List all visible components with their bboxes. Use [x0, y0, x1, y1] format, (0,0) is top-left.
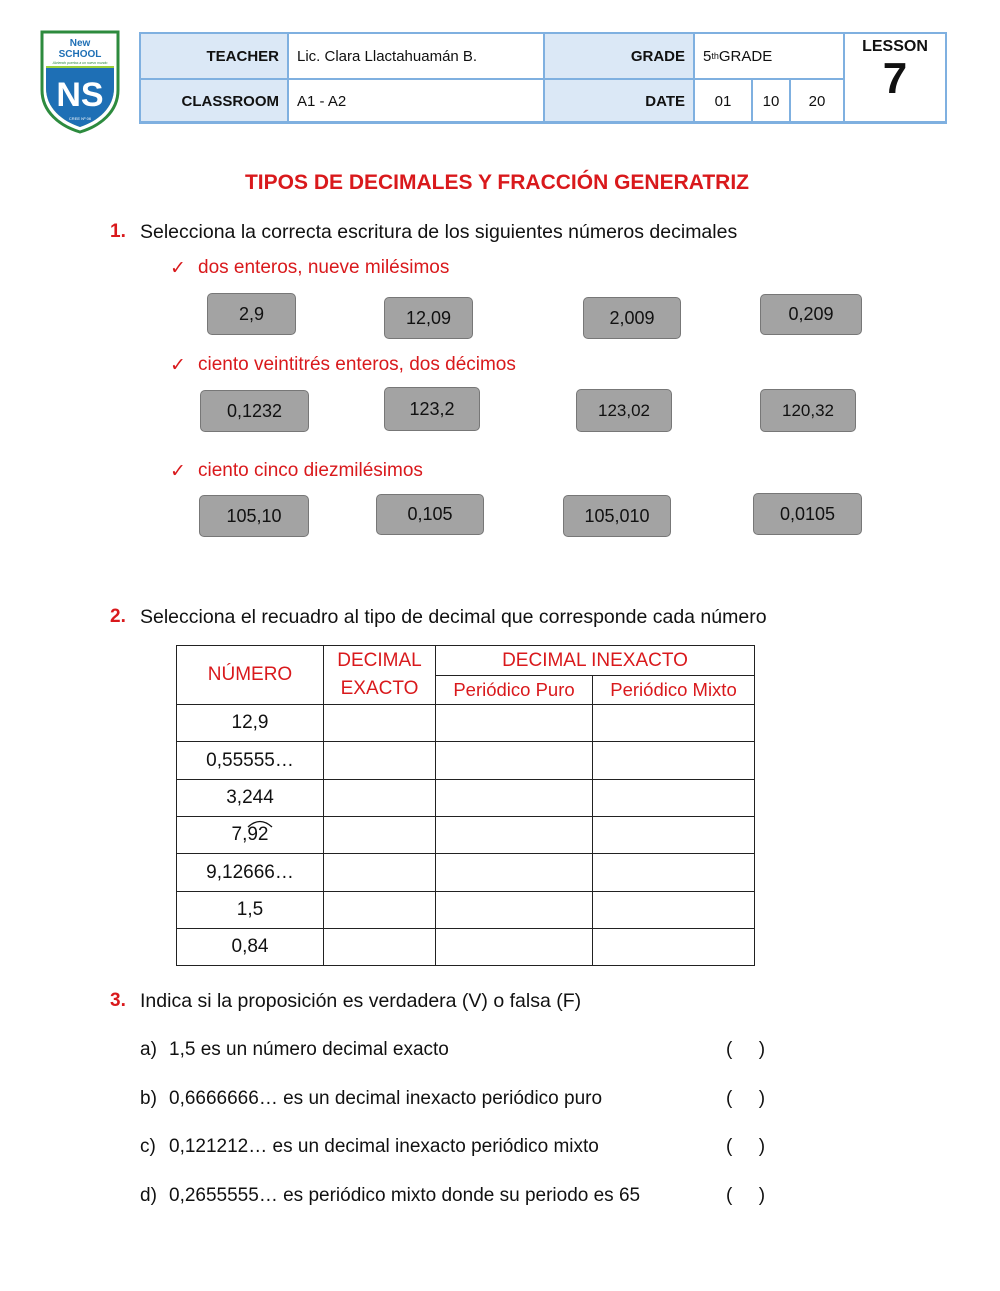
header-periodico-puro: Periódico Puro	[453, 679, 575, 700]
logo-tagline: Abriendo puertas a un nuevo mundo	[52, 61, 108, 65]
q1-item1-option-1[interactable]: 2,9	[207, 293, 296, 335]
answer-cell[interactable]	[324, 854, 435, 891]
logo-brand-line2: SCHOOL	[58, 49, 102, 60]
answer-cell[interactable]	[324, 780, 435, 816]
q1-item1-option-2[interactable]: 12,09	[384, 297, 473, 339]
answer-cell[interactable]	[593, 742, 754, 779]
header-numero: NÚMERO	[207, 664, 293, 685]
decimal-type-table	[176, 645, 755, 966]
check-icon: ✓	[170, 258, 186, 279]
answer-cell[interactable]	[436, 742, 592, 779]
grade-label: GRADE	[545, 34, 693, 78]
row-number-7: 0,84	[231, 936, 269, 957]
q1-text: Selecciona la correcta escritura de los siguientes números decimales	[140, 221, 738, 243]
q3-item-a-letter: a)	[140, 1039, 157, 1060]
grade-superscript: th	[711, 51, 719, 61]
answer-cell[interactable]	[436, 892, 592, 928]
q3-item-b-answer[interactable]: ( )	[726, 1088, 766, 1109]
lesson-number: 7	[882, 54, 908, 103]
date-label: DATE	[545, 80, 693, 122]
q3-item-c-answer[interactable]: ( )	[726, 1136, 766, 1157]
answer-cell[interactable]	[593, 817, 754, 853]
check-icon: ✓	[170, 461, 186, 482]
row-number-6: 1,5	[236, 899, 264, 920]
logo-brand-line1: New	[69, 38, 91, 49]
lesson-label: LESSON	[862, 38, 928, 55]
row-number-2: 0,55555…	[206, 749, 294, 771]
header-decimal-inexacto: DECIMAL INEXACTO	[502, 649, 688, 671]
q3-number: 3.	[110, 990, 126, 1011]
q3-item-d-text: 0,2655555… es periódico mixto donde su periodo es 65	[169, 1185, 641, 1206]
q3-item-b-letter: b)	[140, 1088, 157, 1109]
q3-item-d-answer[interactable]: ( )	[726, 1185, 766, 1206]
date-year: 20	[791, 80, 843, 122]
answer-cell[interactable]	[436, 780, 592, 816]
answer-cell[interactable]	[436, 705, 592, 741]
row-number-1: 12,9	[231, 712, 269, 733]
row-number-4	[177, 817, 323, 853]
header-periodico-mixto: Periódico Mixto	[610, 679, 737, 700]
row-number-3: 3,244	[226, 787, 274, 808]
header-decimal-exacto	[324, 646, 435, 704]
q1-item3-option-3[interactable]: 105,010	[563, 495, 671, 537]
q1-item1-option-3[interactable]: 2,009	[583, 297, 681, 339]
logo-monogram: NS	[56, 76, 104, 114]
q2-number: 2.	[110, 606, 126, 627]
answer-cell[interactable]	[324, 742, 435, 779]
header-table	[139, 32, 947, 124]
answer-cell[interactable]	[593, 854, 754, 891]
grade-word: GRADE	[718, 47, 773, 65]
answer-cell[interactable]	[324, 817, 435, 853]
q1-item3-option-2[interactable]: 0,105	[376, 494, 484, 535]
q1-item2-option-4[interactable]: 120,32	[760, 389, 856, 432]
date-month: 10	[753, 80, 789, 122]
classroom-label: CLASSROOM	[141, 80, 287, 122]
header-exacto-line2: EXACTO	[340, 678, 419, 699]
school-logo	[38, 28, 122, 134]
q3-item-d-letter: d)	[140, 1185, 157, 1206]
date-day: 01	[695, 80, 751, 122]
row-number-4-value: 7,92	[231, 824, 269, 845]
lesson-box	[845, 34, 945, 122]
q1-item2-option-2[interactable]: 123,2	[384, 387, 480, 431]
q1-item1-prompt: dos enteros, nueve milésimos	[198, 257, 450, 278]
q1-number: 1.	[110, 221, 126, 242]
q1-item2-prompt: ciento veintitrés enteros, dos décimos	[198, 354, 516, 375]
q1-item3-prompt: ciento cinco diezmilésimos	[198, 460, 423, 481]
teacher-label: TEACHER	[141, 34, 287, 78]
q1-item3-option-1[interactable]: 105,10	[199, 495, 309, 537]
answer-cell[interactable]	[593, 929, 754, 965]
q3-item-a-answer[interactable]: ( )	[726, 1039, 766, 1060]
q3-item-c-text: 0,121212… es un decimal inexacto periódico mixto	[169, 1136, 599, 1157]
grade-value	[695, 34, 843, 78]
q3-text: Indica si la proposición es verdadera (V) o falsa (F)	[140, 990, 582, 1012]
answer-cell[interactable]	[593, 705, 754, 741]
answer-cell[interactable]	[436, 817, 592, 853]
row-number-5: 9,12666…	[206, 861, 294, 883]
classroom-value: A1 - A2	[289, 80, 543, 122]
page-title: TIPOS DE DECIMALES Y FRACCIÓN GENERATRIZ	[244, 171, 750, 194]
answer-cell[interactable]	[593, 892, 754, 928]
q1-item2-option-1[interactable]: 0,1232	[200, 390, 309, 432]
logo-seal: CREE Nº 06	[68, 116, 92, 121]
answer-cell[interactable]	[324, 892, 435, 928]
q3-item-a-text: 1,5 es un número decimal exacto	[169, 1039, 449, 1060]
header-exacto-line1: DECIMAL	[337, 650, 422, 671]
q3-item-b-text: 0,6666666… es un decimal inexacto periódico puro	[169, 1088, 603, 1109]
check-icon: ✓	[170, 355, 186, 376]
answer-cell[interactable]	[324, 929, 435, 965]
q1-item1-option-4[interactable]: 0,209	[760, 294, 862, 335]
q2-text: Selecciona el recuadro al tipo de decimal que corresponde cada número	[140, 606, 767, 628]
grade-number: 5	[703, 47, 712, 65]
teacher-value: Lic. Clara Llactahuamán B.	[289, 34, 543, 78]
answer-cell[interactable]	[436, 929, 592, 965]
answer-cell[interactable]	[593, 780, 754, 816]
q1-item2-option-3[interactable]: 123,02	[576, 389, 672, 432]
q1-item3-option-4[interactable]: 0,0105	[753, 493, 862, 535]
repeating-arc-icon	[247, 818, 273, 828]
answer-cell[interactable]	[436, 854, 592, 891]
q3-item-c-letter: c)	[140, 1136, 156, 1157]
answer-cell[interactable]	[324, 705, 435, 741]
